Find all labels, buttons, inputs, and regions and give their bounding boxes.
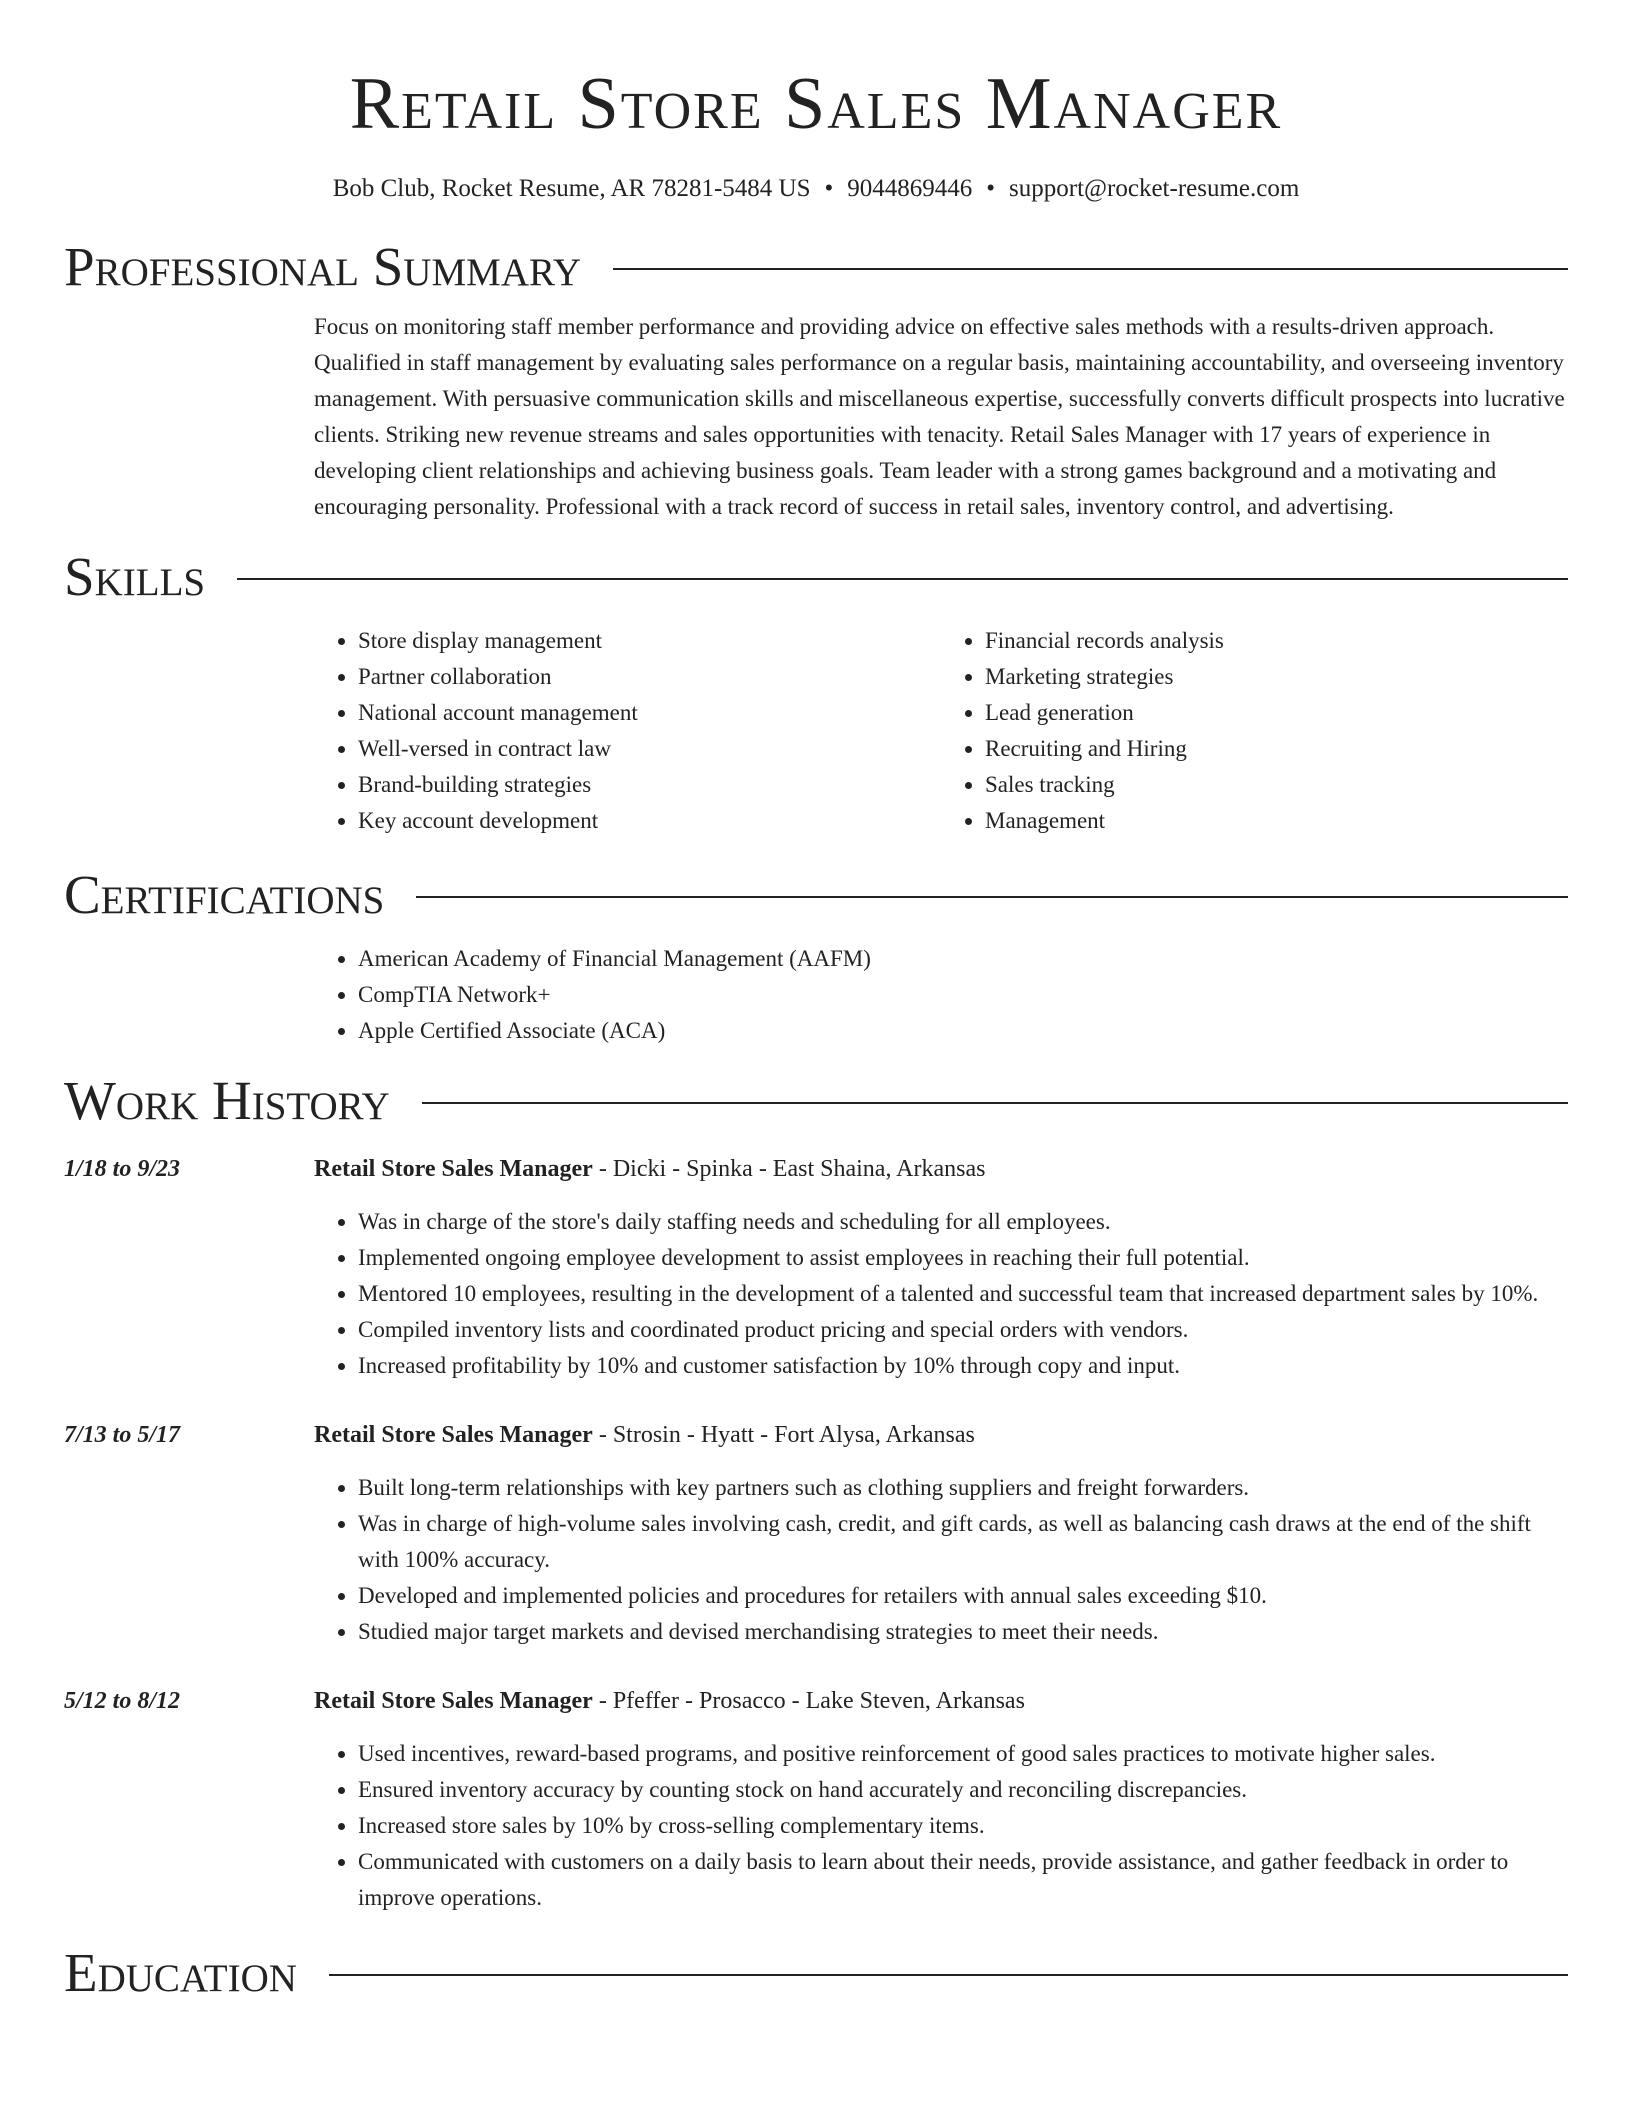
- section-divider: [422, 1102, 1568, 1104]
- contact-email: support@rocket-resume.com: [1009, 175, 1300, 202]
- job-dates: 5/12 to 8/12: [64, 1688, 181, 1714]
- job-title: Retail Store Sales Manager: [314, 1156, 593, 1182]
- resume-name: Retail Store Sales Manager: [349, 63, 1283, 145]
- list-item: • Management: [985, 803, 1568, 839]
- summary-heading: Professional Summary: [64, 236, 582, 297]
- list-item: • Apple Certified Associate (ACA): [358, 1013, 1568, 1049]
- job-bullets: [314, 1470, 1568, 1650]
- list-item: • Marketing strategies: [985, 659, 1568, 695]
- skills-column-right: [941, 623, 1568, 839]
- list-item: • Well-versed in contract law: [358, 731, 941, 767]
- list-item: • Key account development: [358, 803, 941, 839]
- section-divider: [613, 268, 1568, 270]
- summary-text: Focus on monitoring staff member performance and providing advice on effective sales methods with a results-driven approach. Qualified in staff management by evaluating sales performance on a regular basis, maintaining accountability, and overseeing inventory management. With persuasive communication skills and miscellaneous expertise, successfully converts difficult prospects into lucrative clients. Striking new revenue streams and sales opportunities with tenacity. Retail Sales Manager with 17 years of experience in developing client relationships and achieving business goals. Team leader with a strong games background and a motivating and encouraging personality. Professional with a track record of success in retail sales, inventory control, and advertising.: [314, 314, 1565, 519]
- list-item: • Used incentives, reward-based programs, and positive reinforcement of good sales practices to motivate higher sales.: [358, 1736, 1568, 1772]
- certifications-list: [314, 941, 1568, 1049]
- job-title: Retail Store Sales Manager: [314, 1688, 593, 1714]
- section-divider: [237, 578, 1568, 580]
- list-item: • Communicated with customers on a daily basis to learn about their needs, provide assistance, and gather feedback in order to improve operations.: [358, 1844, 1568, 1916]
- list-item: • Compiled inventory lists and coordinated product pricing and special orders with vendors.: [358, 1312, 1568, 1348]
- contact-separator: •: [824, 175, 834, 202]
- list-item: • Increased store sales by 10% by cross-selling complementary items.: [358, 1808, 1568, 1844]
- job-details: [314, 1417, 1568, 1650]
- list-item: • Was in charge of the store's daily staffing needs and scheduling for all employees.: [358, 1204, 1568, 1240]
- certifications-heading: Certifications: [64, 864, 385, 925]
- job-bullets: [314, 1204, 1568, 1384]
- list-item: • Financial records analysis: [985, 623, 1568, 659]
- contact-phone: 9044869446: [847, 175, 973, 202]
- job-bullets: [314, 1736, 1568, 1916]
- skills-heading: Skills: [64, 546, 206, 607]
- job-entry: [64, 1683, 1568, 1916]
- list-item: • CompTIA Network+: [358, 977, 1568, 1013]
- list-item: • Sales tracking: [985, 767, 1568, 803]
- job-company: - Pfeffer - Prosacco - Lake Steven, Arkansas: [592, 1688, 1025, 1714]
- job-title-line: [314, 1151, 1568, 1187]
- resume-page: [64, 0, 1568, 2006]
- job-title: Retail Store Sales Manager: [314, 1422, 593, 1448]
- list-item: • Increased profitability by 10% and customer satisfaction by 10% through copy and input.: [358, 1348, 1568, 1384]
- summary-section-header: [64, 234, 1568, 300]
- job-details: [314, 1683, 1568, 1916]
- contact-line: [64, 174, 1568, 204]
- list-item: • Recruiting and Hiring: [985, 731, 1568, 767]
- list-item: • National account management: [358, 695, 941, 731]
- list-item: • Implemented ongoing employee development to assist employees in reaching their full potential.: [358, 1240, 1568, 1276]
- education-section-header: [64, 1940, 1568, 2006]
- list-item: • Store display management: [358, 623, 941, 659]
- summary-body: [314, 309, 1568, 525]
- list-item: • Was in charge of high-volume sales involving cash, credit, and gift cards, as well as balancing cash draws at the end of the shift with 100% accuracy.: [358, 1506, 1568, 1578]
- list-item: • Lead generation: [985, 695, 1568, 731]
- section-divider: [329, 1974, 1568, 1976]
- job-entry: [64, 1151, 1568, 1384]
- job-dates: 7/13 to 5/17: [64, 1422, 181, 1448]
- job-details: [314, 1151, 1568, 1384]
- job-company: - Dicki - Spinka - East Shaina, Arkansas: [592, 1156, 986, 1182]
- list-item: • Developed and implemented policies and procedures for retailers with annual sales exceeding $10.: [358, 1578, 1568, 1614]
- list-item: • Partner collaboration: [358, 659, 941, 695]
- list-item: • Ensured inventory accuracy by counting stock on hand accurately and reconciling discrepancies.: [358, 1772, 1568, 1808]
- list-item: • American Academy of Financial Management (AAFM): [358, 941, 1568, 977]
- work-section-header: [64, 1068, 1568, 1134]
- education-heading: Education: [64, 1942, 297, 2003]
- job-entry: [64, 1417, 1568, 1650]
- skills-section-header: [64, 544, 1568, 610]
- contact-separator: •: [986, 175, 996, 202]
- job-title-line: [314, 1683, 1568, 1719]
- certifications-body: [314, 941, 1568, 1049]
- job-company: - Strosin - Hyatt - Fort Alysa, Arkansas: [592, 1422, 975, 1448]
- certifications-section-header: [64, 862, 1568, 928]
- list-item: • Brand-building strategies: [358, 767, 941, 803]
- list-item: • Built long-term relationships with key partners such as clothing suppliers and freight forwarders.: [358, 1470, 1568, 1506]
- skills-column-left: [314, 623, 941, 839]
- contact-address: Bob Club, Rocket Resume, AR 78281-5484 US: [332, 175, 811, 202]
- list-item: • Mentored 10 employees, resulting in the development of a talented and successful team that increased department sales by 10%.: [358, 1276, 1568, 1312]
- job-title-line: [314, 1417, 1568, 1453]
- work-heading: Work History: [64, 1070, 390, 1131]
- job-dates: 1/18 to 9/23: [64, 1156, 181, 1182]
- section-divider: [416, 896, 1568, 898]
- skills-list: [314, 623, 1568, 839]
- list-item: • Studied major target markets and devised merchandising strategies to meet their needs.: [358, 1614, 1568, 1650]
